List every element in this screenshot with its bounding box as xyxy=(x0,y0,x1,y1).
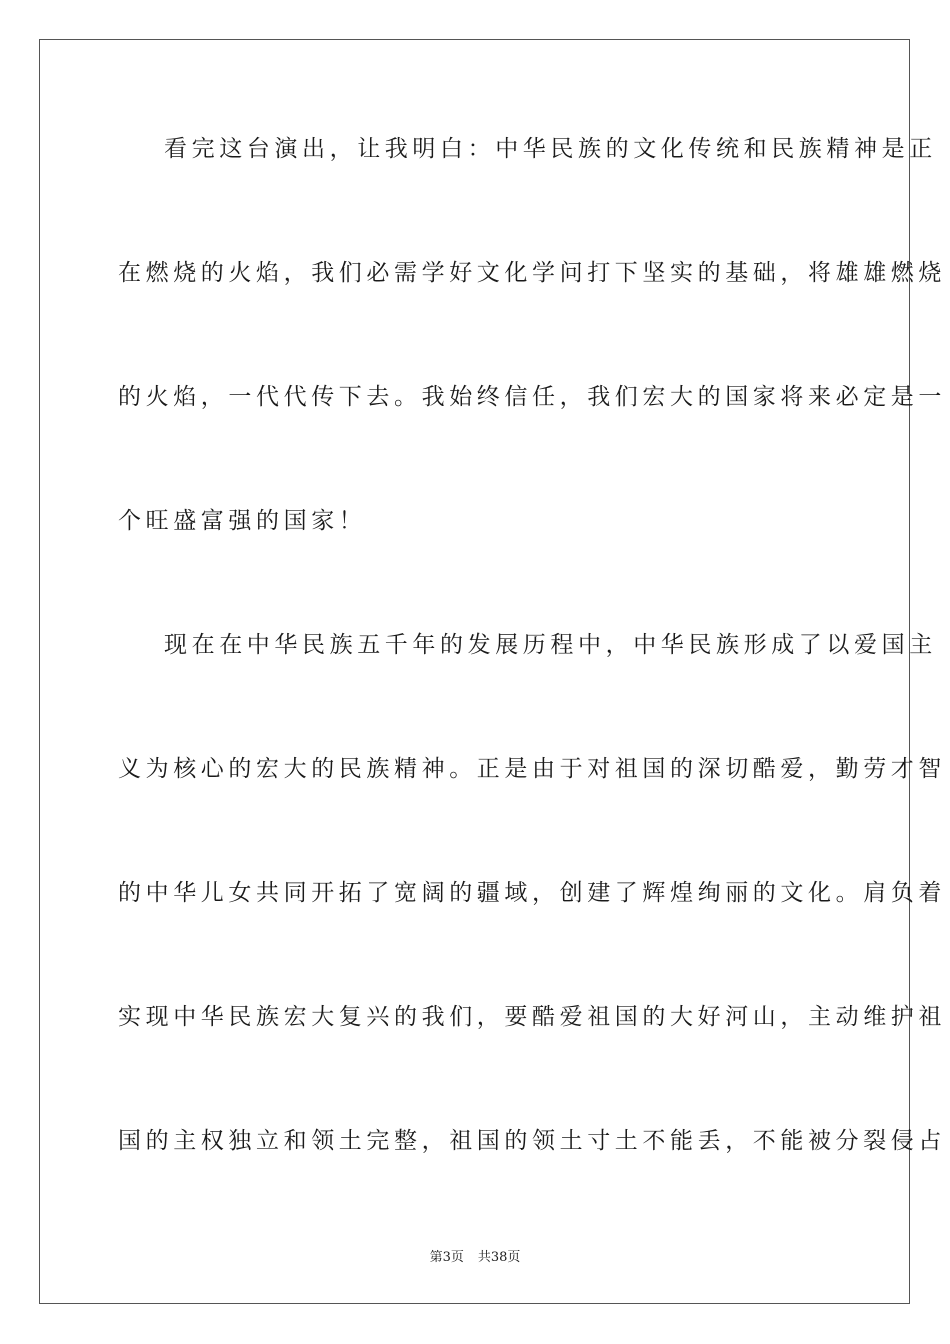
page-border xyxy=(39,39,946,1304)
paragraph-2-line-4: 实现中华民族宏大复兴的我们，要酷爱祖国的大好河山，主动维护祖 xyxy=(118,1004,946,1030)
total-pages: 共38页 xyxy=(477,1250,521,1265)
paragraph-1-line-4: 个旺盛富强的国家！ xyxy=(118,508,367,534)
paragraph-1-line-1: 看完这台演出，让我明白：中华民族的文化传统和民族精神是正 xyxy=(164,136,937,162)
paragraph-1-line-2: 在燃烧的火焰，我们必需学好文化学问打下坚实的基础，将雄雄燃烧 xyxy=(118,260,946,286)
paragraph-2-line-2: 义为核心的宏大的民族精神。正是由于对祖国的深切酷爱，勤劳才智 xyxy=(118,756,946,782)
paragraph-2-line-3: 的中华儿女共同开拓了宽阔的疆域，创建了辉煌绚丽的文化。肩负着 xyxy=(118,880,946,906)
paragraph-2-line-5: 国的主权独立和领土完整，祖国的领土寸土不能丢，不能被分裂侵占 xyxy=(118,1128,946,1154)
paragraph-2-line-1: 现在在中华民族五千年的发展历程中，中华民族形成了以爱国主 xyxy=(164,632,937,658)
paragraph-1-line-3: 的火焰，一代代传下去。我始终信任，我们宏大的国家将来必定是一 xyxy=(118,384,946,410)
page-footer xyxy=(0,1246,950,1265)
page-number: 第3页 xyxy=(429,1250,464,1265)
